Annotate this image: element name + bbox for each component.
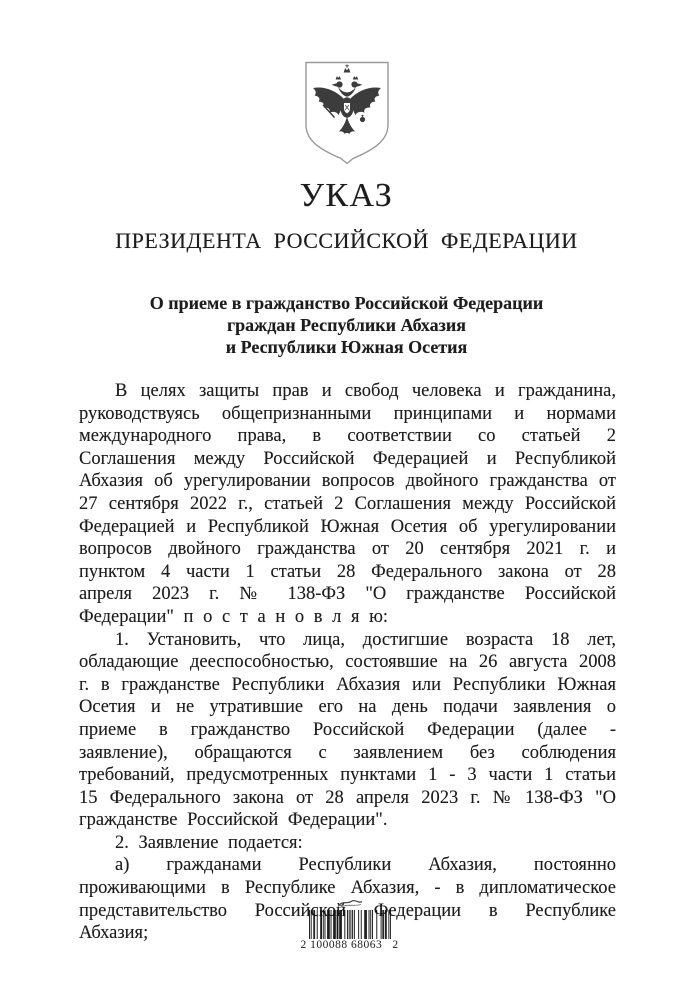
barcode-bars xyxy=(309,910,391,939)
coat-of-arms-russia-icon xyxy=(301,59,393,166)
subject-line-3: и Республики Южная Осетия xyxy=(225,337,468,357)
decree-issuer: ПРЕЗИДЕНТА РОССИЙСКОЙ ФЕДЕРАЦИИ xyxy=(115,228,578,253)
coat-of-arms xyxy=(301,59,393,166)
paragraph-preamble: В целях защиты прав и свобод человека и гражданина, руководствуясь общепризнанными принципами и нормами международного права, в соответствии со статьей 2 Соглашения между Российской Федерацией и Республикой Абхазия об урегулировании вопросов двойного гражданства от 27 сентября 2022 г., статьей 2 Соглашения между Российской Федерацией и Республикой Южная Осетия об урегулировании вопросов двойного гражданства от 20 сентября 2021 г. и пунктом 4 части 1 статьи 28 Федерального закона от 28 апреля 2023 г. № 138-ФЗ "О гражданстве Российской Федерации" п о с т а н о в л я ю: xyxy=(79,381,616,627)
decree-kind-title: УКАЗ xyxy=(299,177,394,214)
barcode xyxy=(300,898,400,951)
decree-subject xyxy=(0,292,693,358)
subject-line-2: граждан Республики Абхазия xyxy=(226,315,467,335)
barcode-digits: 2 100088 68063 2 xyxy=(300,939,399,951)
registration-squiggle-icon xyxy=(335,898,365,909)
subject-line-1: О приеме в гражданство Российской Федерации xyxy=(149,293,544,313)
decree-body-text xyxy=(79,380,616,945)
paragraph-item-1: 1. Установить, что лица, достигшие возраста 18 лет, обладающие дееспособностью, состоявшие на 26 августа 2008 г. в гражданстве Республики Абхазия или Республики Южная Осетия и не утратившие его на день подачи заявления о приеме в гражданство Российской Федерации (далее - заявление), обращаются с заявлением без соблюдения требований, предусмотренных пунктами 1 - 3 части 1 статьи 15 Федерального закона от 28 апреля 2023 г. № 138-ФЗ "О гражданстве Российской Федерации". xyxy=(79,629,616,831)
paragraph-item-2a: а) гражданами Республики Абхазия, постоянно проживающими в Республике Абхазия, - в дипломатическое представительство Российской Федерации в Республике Абхазия; xyxy=(79,855,616,944)
paragraph-item-2: 2. Заявление подается: xyxy=(115,832,303,853)
